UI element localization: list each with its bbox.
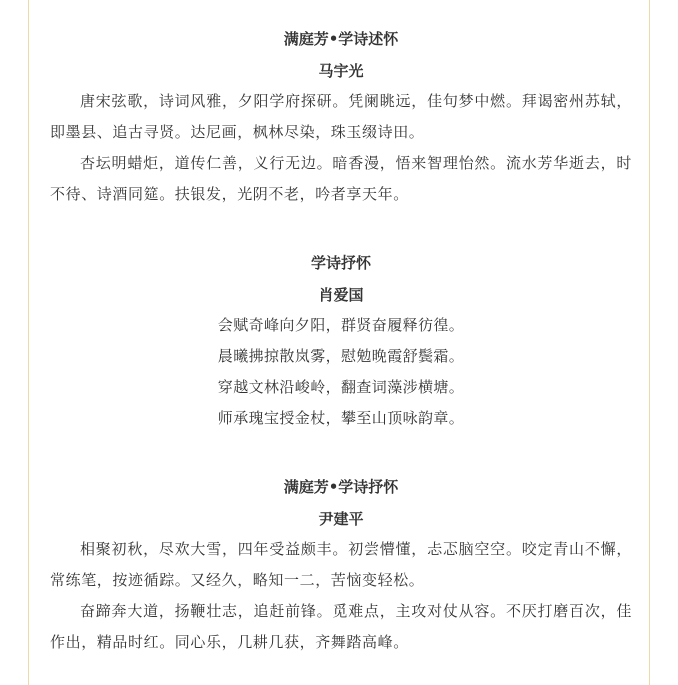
poem-paragraph: 奋蹄奔大道，扬鞭壮志，追赶前锋。觅难点，主攻对仗从容。不厌打磨百次，佳作出，精品时红。同心乐，几耕几获，齐舞踏高峰。 [50,602,632,651]
poem-line: 师承瑰宝授金杖，攀至山顶咏韵章。 [217,409,465,427]
poem-3 [50,476,632,658]
poem-line: 会赋奇峰向夕阳，群贤奋履释彷徨。 [217,316,465,334]
poem-title: 满庭芳•学诗抒怀 [283,478,399,496]
poem-paragraph: 杏坛明蜡炬，道传仁善，义行无边。暗香漫，悟来智理怡然。流水芳华逝去，时不待、诗酒同筵。扶银发，光阴不老，吟者享天年。 [50,154,632,203]
poem-paragraph: 唐宋弦歌，诗词风雅，夕阳学府探研。凭阑眺远，佳句梦中燃。拜谒密州苏轼，即墨县、追古寻贤。达尼画，枫林尽染，珠玉缀诗田。 [50,92,632,141]
poem-title: 满庭芳•学诗述怀 [283,30,399,48]
poem-line: 穿越文林沿峻岭，翻查词藻涉横塘。 [217,378,465,396]
poem-1 [50,28,632,210]
poem-author: 肖爱国 [318,286,364,304]
poem-author: 马宇光 [318,62,364,80]
poem-line: 晨曦拂掠散岚雾，慰勉晚霞舒鬓霜。 [217,347,465,365]
poem-paragraph: 相聚初秋，尽欢大雪，四年受益颇丰。初尝懵懂，忐忑脑空空。咬定青山不懈，常练笔，按迹循踪。又经久，略知一二，苦恼变轻松。 [50,540,632,589]
poem-title: 学诗抒怀 [310,254,371,272]
poem-author: 尹建平 [318,510,364,528]
poem-2 [50,252,632,434]
